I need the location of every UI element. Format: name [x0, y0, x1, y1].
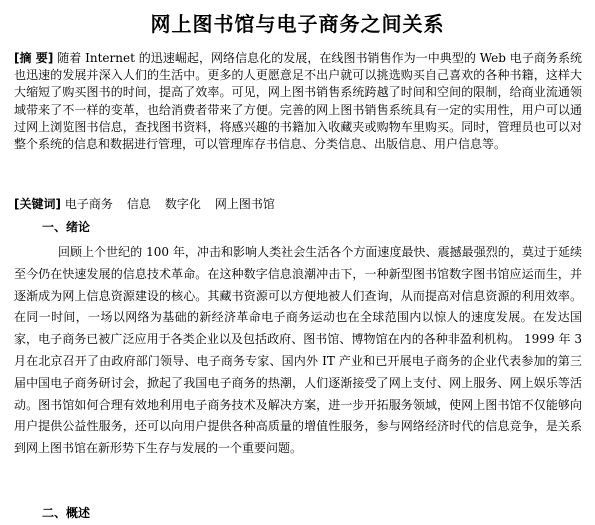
section-body-introduction: 回顾上个世纪的 100 年，冲击和影响人类社会生活各个方面速度最快、震撼最强烈的，莫过于延续至今仍在快速发展的信息技术革命。在这种数字信息浪潮冲击下，一种新型图书馆数字图书馆应运而生，并逐渐成为网上信息资源建设的核心。其藏书资源可以方便地被人们查询，从而提高对信息资源的利用效率。在同一时间，一场以网络为基础的新经济革命电子商务运动也在全球范围内以惊人的速度发展。在发达国家，电子商务已被广泛应用于各类企业以及包括政府、图书馆、博物馆在内的各种非盈利机构。 1999 年 3 月在北京召开了由政府部门领导、电子商务专家、国内外 IT 产业和已开展电子商务的企业代表参加的第三届中国电子商务研讨会，掀起了我国电子商务的热潮，人们逐渐接受了网上支付、网上服务、网上娱乐等活动。图书馆如何合理有效地利用电子商务技术及解决方案，进一步开拓服务领域，使网上图书馆不仅能够向用户提供公益性服务，还可以向用户提供各种高质量的增值性服务，参与网络经济时代的信息竞争，是关系到网上图书馆在新形势下生存与发展的一个重要问题。 — [14, 245, 582, 456]
keywords-line — [14, 196, 582, 213]
keyword-item: 信息 — [126, 197, 151, 211]
keyword-item: 数字化 — [164, 197, 201, 211]
section-heading-overview: 二、概述 — [42, 506, 91, 520]
abstract-label: [摘 要] — [14, 51, 54, 65]
keyword-item: 电子商务 — [64, 197, 113, 211]
document-title: 网上图书馆与电子商务之间关系 — [150, 12, 445, 36]
keywords-label: [关键词] — [14, 197, 61, 211]
abstract-text: 随着 Internet 的迅速崛起，网络信息化的发展，在线图书销售作为一中典型的 Web 电子商务系统也迅速的发展并深入人们的生活中。更多的人更愿意足不出户就可以挑选购买自己喜欢的各种书籍，这样大大缩短了购买图书的时间，提高了效率。可见，网上图书销售系统跨越了时间和空间的限制，给商业流通领域带来了不一样的变革，也给消费者带来了方便。完善的网上图书销售系统具有一定的实用性，用户可以通过网上浏览图书信息，查找图书资料，将感兴趣的书籍加入收藏夹或购物车里购买。同时，管理员也可以对整个系统的信息和数据进行管理，可以管理库存书信息、分类信息、出版信息、用户信息等。 — [14, 51, 582, 152]
section-heading-introduction: 一、绪论 — [42, 220, 91, 234]
keyword-item: 网上图书馆 — [214, 197, 275, 211]
abstract-paragraph — [14, 50, 582, 153]
